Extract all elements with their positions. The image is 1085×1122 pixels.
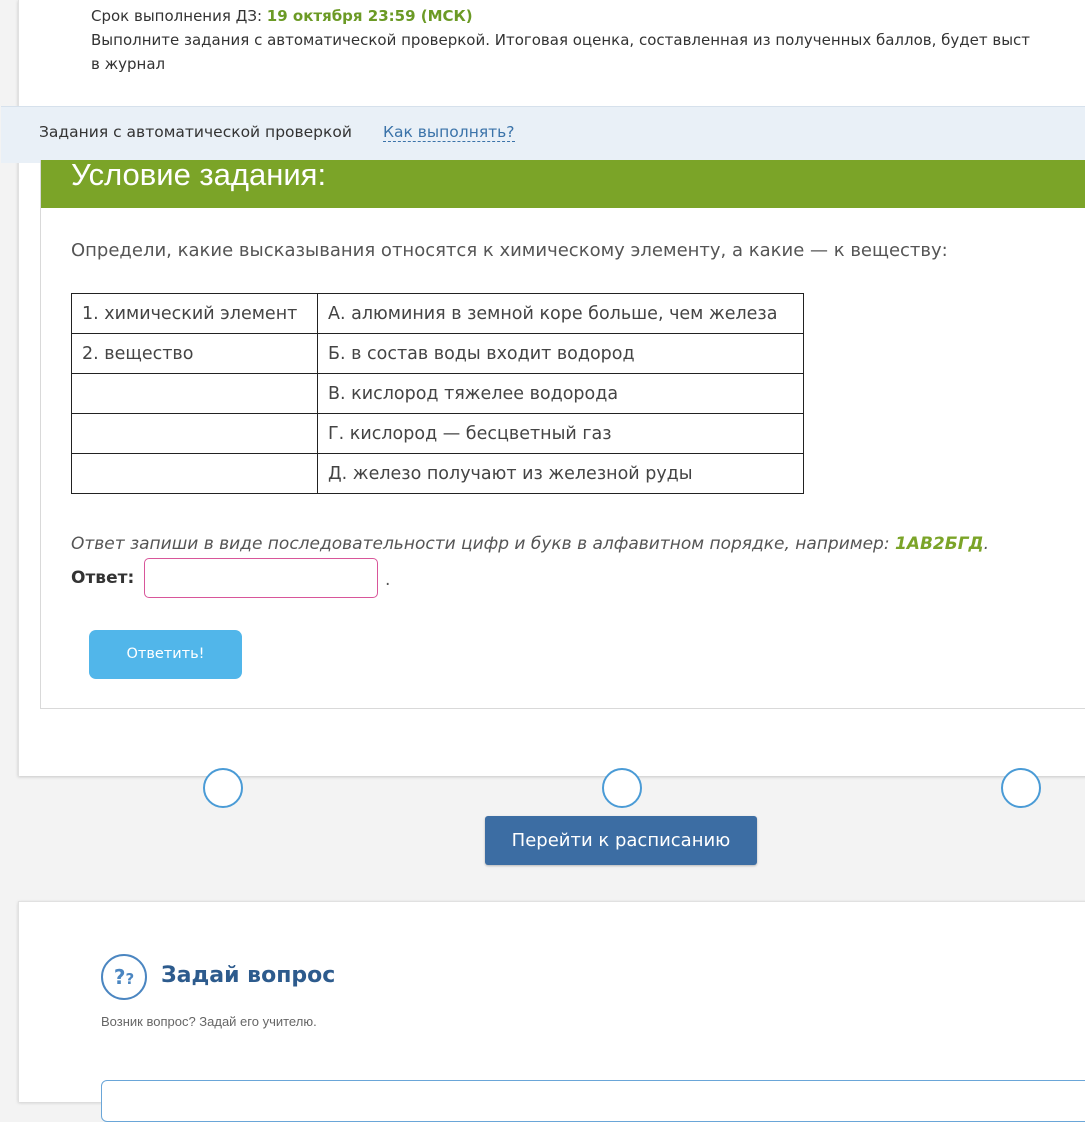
- table-cell-statement: А. алюминия в земной коре больше, чем железа: [318, 294, 804, 334]
- table-row: [72, 454, 804, 494]
- table-cell-statement: Г. кислород — бесцветный газ: [318, 414, 804, 454]
- table-cell-term: 2. вещество: [72, 334, 318, 374]
- condition-title: Условие задания:: [71, 157, 327, 192]
- deadline-value: 19 октября 23:59 (МСК): [266, 7, 473, 25]
- ask-subtitle: Возник вопрос? Задай его учителю.: [101, 1014, 317, 1029]
- tasks-bar: [1, 106, 1085, 163]
- question-icon-big: ?: [113, 965, 126, 989]
- answer-hint: [71, 534, 989, 554]
- table-cell-statement: В. кислород тяжелее водорода: [318, 374, 804, 414]
- hint-example: 1АВ2БГД: [894, 534, 984, 554]
- ask-title: Задай вопрос: [161, 963, 336, 988]
- question-text: Определи, какие высказывания относятся к химическому элементу, а какие — к веществу:: [71, 240, 948, 261]
- table-cell-term: 1. химический элемент: [72, 294, 318, 334]
- table-row: [72, 374, 804, 414]
- table-cell-term: [72, 414, 318, 454]
- table-row: [72, 334, 804, 374]
- table-cell-term: [72, 454, 318, 494]
- homework-card: [18, 0, 1085, 776]
- table-cell-term: [72, 374, 318, 414]
- hint-end: .: [983, 534, 990, 554]
- table-row: [72, 294, 804, 334]
- deadline-label: Срок выполнения ДЗ:: [91, 7, 267, 25]
- hint-text: Ответ запиши в виде последовательности цифр и букв в алфавитном порядке, например:: [71, 534, 895, 554]
- homework-info: [91, 4, 1030, 76]
- answer-suffix: .: [385, 570, 391, 590]
- instructions-line-2: в журнал: [91, 55, 166, 73]
- go-to-schedule-button[interactable]: Перейти к расписанию: [485, 816, 757, 865]
- ask-question-card: [18, 901, 1085, 1102]
- task-box: [40, 157, 1085, 709]
- answer-label: Ответ:: [71, 568, 135, 588]
- step-nav-circle[interactable]: [203, 768, 243, 808]
- table-row: [72, 414, 804, 454]
- question-icon-small: ?: [125, 970, 135, 988]
- step-nav-circle[interactable]: [1001, 768, 1041, 808]
- instructions-line-1: Выполните задания с автоматической проверкой. Итоговая оценка, составленная из полученных баллов, будет выст: [91, 31, 1031, 49]
- submit-button[interactable]: Ответить!: [89, 630, 242, 679]
- matching-table: [71, 293, 804, 494]
- howto-link[interactable]: Как выполнять?: [383, 123, 515, 141]
- question-textarea[interactable]: [101, 1080, 1085, 1122]
- deadline-line: [91, 4, 1030, 28]
- tasks-bar-label: Задания с автоматической проверкой: [39, 123, 352, 141]
- step-nav-circle[interactable]: [602, 768, 642, 808]
- condition-header: [41, 157, 1085, 208]
- table-cell-statement: Б. в состав воды входит водород: [318, 334, 804, 374]
- question-icon: [101, 954, 147, 1000]
- table-cell-statement: Д. железо получают из железной руды: [318, 454, 804, 494]
- answer-input[interactable]: [144, 558, 378, 598]
